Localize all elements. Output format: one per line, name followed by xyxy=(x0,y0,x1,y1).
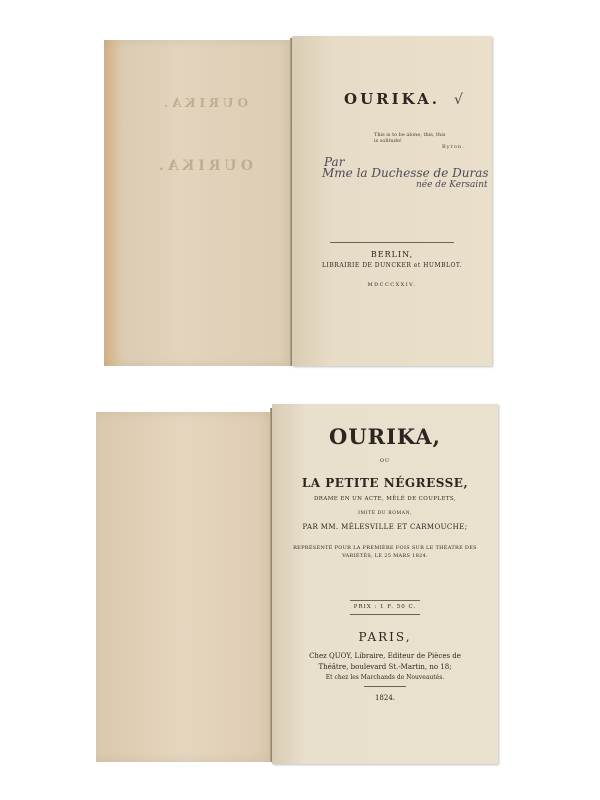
book1-epigraph-attribution: Byron. xyxy=(442,144,465,150)
book2-conjunction: OU xyxy=(379,458,391,464)
book1-year: MDCCCXXIV. xyxy=(367,282,417,288)
book2-year: 1824. xyxy=(374,694,396,702)
book2-price: PRIX : 1 F. 50 C. xyxy=(353,604,417,610)
book2-subtitle: LA PETITE NÉGRESSE, xyxy=(301,476,469,490)
book1-handwritten-inscription xyxy=(322,156,492,192)
book2-city: PARIS, xyxy=(358,630,412,644)
book2-title: OURIKA, xyxy=(329,424,441,449)
book-ourika-berlin-1824 xyxy=(104,36,492,368)
book1-bleed-through-title-lower: OURIKA. xyxy=(155,158,253,174)
book1-epigraph xyxy=(374,132,464,144)
pencil-check-mark: √ xyxy=(454,92,463,108)
book1-epigraph-line: is solitude! xyxy=(374,138,402,144)
book2-title-page xyxy=(272,404,498,764)
book-ourika-paris-1824 xyxy=(96,404,510,764)
book1-epigraph-line: This is to be alone; this, this xyxy=(374,132,446,138)
handwritten-line: Par xyxy=(324,155,345,169)
book1-title-page xyxy=(292,36,492,366)
book1-title: OURIKA. xyxy=(344,90,440,108)
book1-publisher: LIBRAIRIE DE DUNCKER et HUMBLOT. xyxy=(322,262,462,269)
book2-authors: PAR MM. MÉLESVILLE ET CARMOUCHE; xyxy=(302,523,468,531)
book1-divider xyxy=(330,242,454,243)
book2-cover-wrapper xyxy=(96,412,276,762)
book2-performance-line: VARIÉTÉS, LE 25 MARS 1824. xyxy=(342,553,428,559)
book2-divider xyxy=(364,686,406,687)
book2-performance-line: REPRÉSENTÉ POUR LA PREMIÈRE FOIS SUR LE THÉATRE DES xyxy=(293,545,477,551)
book1-city: BERLIN, xyxy=(370,250,414,259)
book2-address-line: Chez QUOY, Libraire, Editeur de Pièces de xyxy=(309,652,461,660)
book2-source: IMITÉ DU ROMAN, xyxy=(358,511,412,516)
book2-divider xyxy=(350,600,420,601)
book1-left-page xyxy=(104,40,294,366)
handwritten-line: Mme la Duchesse de Duras xyxy=(322,166,489,180)
book2-address-line: Et chez les Marchands de Nouveautés. xyxy=(325,674,445,681)
book2-genre: DRAME EN UN ACTE, MÊLÉ DE COUPLETS, xyxy=(314,496,456,502)
book1-worn-edge xyxy=(104,40,122,366)
book1-bleed-through-title: OURIKA. xyxy=(160,96,248,110)
book2-divider xyxy=(350,614,420,615)
book2-address-line: Théâtre, boulevard St.-Martin, no 18; xyxy=(318,663,452,671)
handwritten-line: née de Kersaint xyxy=(416,180,488,190)
